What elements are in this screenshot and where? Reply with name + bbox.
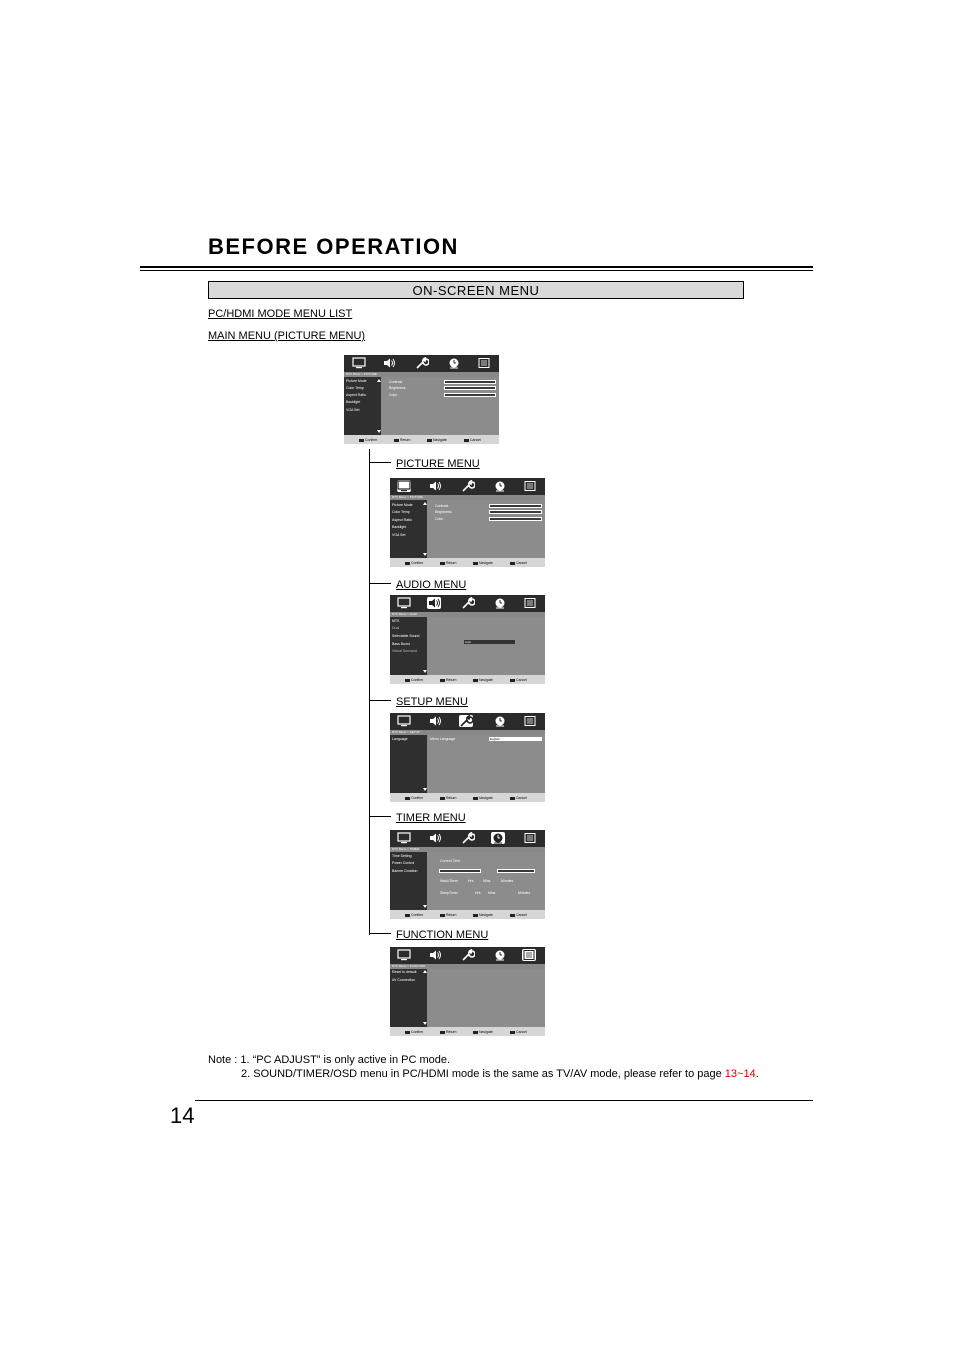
osd-footer (390, 1027, 545, 1036)
wrench-icon[interactable] (461, 597, 475, 609)
wake-timer-label: WakUTimer (440, 879, 459, 883)
cancel-hint: Cancel (510, 913, 527, 917)
osd-left-panel (390, 969, 427, 1027)
osd-right-panel (427, 969, 545, 1027)
return-hint: Return (440, 913, 457, 917)
osd-breadcrumb: DTV Menu > TIMER (390, 847, 545, 852)
clock-icon[interactable] (493, 949, 507, 961)
osd-main-picture (344, 355, 499, 444)
osd-left-panel (390, 500, 427, 558)
osd-breadcrumb: DTV Menu > Audio (390, 612, 545, 617)
color-slider[interactable] (489, 517, 542, 521)
osd-icon-bar (344, 355, 499, 372)
osd-breadcrumb: DTV Menu > SETUP (390, 730, 545, 735)
osd-footer (390, 910, 545, 919)
tv-icon[interactable] (397, 949, 411, 961)
menu-item[interactable]: Color Temp (346, 386, 364, 390)
clock-icon[interactable] (493, 715, 507, 727)
note-end: . (755, 1068, 759, 1080)
cancel-hint: Cancel (510, 561, 527, 565)
mins-label: Mins (483, 879, 491, 883)
menu-item[interactable]: Backlight (346, 400, 361, 404)
tree-branch (369, 933, 391, 934)
clock-icon[interactable] (493, 597, 507, 609)
menu-item[interactable]: Language (392, 737, 408, 741)
tree-connector (369, 449, 370, 935)
note-text: 2. SOUND/TIMER/OSD menu in PC/HDMI mode is the same as TV/AV mode, please refer to page (241, 1068, 725, 1080)
menu-item[interactable]: Dual (392, 626, 400, 630)
bass-boost-select[interactable]: Auto (464, 640, 515, 644)
menu-item[interactable]: Backlight (392, 525, 407, 529)
osd-breadcrumb: DTV Menu > PICTURE (344, 372, 499, 377)
navigate-hint: Navigate (473, 913, 493, 917)
audio-menu-label: AUDIO MENU (396, 579, 467, 591)
clock-icon[interactable] (447, 357, 461, 369)
wrench-icon[interactable] (459, 715, 473, 727)
speaker-icon[interactable] (428, 832, 442, 844)
setting-label: Color (435, 517, 444, 521)
minutes-label: Minutes (501, 879, 514, 883)
confirm-hint: Confirm (359, 438, 377, 442)
page-header-title: BEFORE OPERATION (208, 234, 459, 259)
setup-menu-label: SETUP MENU (396, 696, 468, 708)
confirm-hint: Confirm (405, 913, 423, 917)
osd-audio-menu (390, 595, 545, 684)
osd-icon-bar (390, 947, 545, 964)
hrs-label: Hrs (468, 879, 474, 883)
osd-icon-bar (390, 830, 545, 847)
tree-branch (369, 700, 391, 701)
menu-item[interactable]: Time Setting (392, 854, 412, 858)
cancel-hint: Cancel (510, 1030, 527, 1034)
osd-footer (390, 793, 545, 802)
tree-branch (369, 462, 391, 463)
menu-item[interactable]: Power Control (392, 861, 415, 865)
navigate-hint: Navigate (473, 561, 493, 565)
osd-right-panel (427, 852, 545, 910)
osd-left-panel (390, 735, 427, 793)
page-reference-link[interactable]: 13~14 (724, 1068, 756, 1080)
header-rule-thin (140, 270, 813, 271)
menu-item[interactable]: AV Connection (392, 978, 416, 982)
speaker-icon[interactable] (428, 715, 442, 727)
osd-timer-menu (390, 830, 545, 919)
function-menu-label: FUNCTION MENU (396, 929, 489, 941)
return-hint: Return (440, 561, 457, 565)
list-icon[interactable] (522, 949, 536, 961)
menu-item[interactable]: Virtual Surround (392, 649, 418, 653)
menu-item[interactable]: Aspect Ratio (346, 393, 366, 397)
osd-left-panel (344, 377, 381, 435)
osd-right-panel (427, 500, 545, 558)
contrast-slider[interactable] (444, 380, 496, 384)
setting-label: Contrast (435, 504, 449, 508)
return-hint: Return (394, 438, 411, 442)
osd-icon-bar (390, 478, 545, 495)
confirm-hint: Confirm (405, 561, 423, 565)
navigate-hint: Navigate (473, 796, 493, 800)
cancel-hint: Cancel (510, 678, 527, 682)
tv-icon[interactable] (397, 597, 411, 609)
navigate-hint: Navigate (473, 678, 493, 682)
tv-icon[interactable] (397, 480, 411, 492)
menu-language-select[interactable]: English (489, 737, 542, 741)
menu-item[interactable]: Picture Mode (392, 503, 413, 507)
note-line-1: Note : 1. “PC ADJUST” is only active in PC mode. (208, 1054, 451, 1066)
setting-label: Brightness (435, 510, 452, 514)
osd-right-panel (381, 377, 499, 435)
menu-item[interactable]: Reset to default (392, 970, 417, 974)
main-menu-title: MAIN MENU (PICTURE MENU) (208, 330, 366, 342)
speaker-icon[interactable] (382, 357, 396, 369)
confirm-hint: Confirm (405, 796, 423, 800)
time-field[interactable] (497, 869, 535, 873)
tree-branch (369, 816, 391, 817)
speaker-icon[interactable] (428, 949, 442, 961)
menu-item[interactable]: Selectable Sound (392, 634, 420, 638)
brightness-slider[interactable] (444, 386, 496, 390)
mins-label: Mins (488, 891, 496, 895)
menu-item[interactable]: Color Temp (392, 510, 410, 514)
cancel-hint: Cancel (464, 438, 481, 442)
list-icon[interactable] (523, 832, 537, 844)
menu-item[interactable]: Picture Mode (346, 379, 367, 383)
menu-item[interactable]: Banner Duration (392, 869, 418, 873)
menu-item[interactable]: Aspect Ratio (392, 518, 412, 522)
brightness-slider[interactable] (489, 510, 542, 514)
confirm-hint: Confirm (405, 1030, 423, 1034)
return-hint: Return (440, 796, 457, 800)
return-hint: Return (440, 678, 457, 682)
list-icon[interactable] (523, 480, 537, 492)
osd-icon-bar (390, 595, 545, 612)
tree-branch (369, 583, 391, 584)
navigate-hint: Navigate (427, 438, 447, 442)
sleep-timer-label: SleepTimer (440, 891, 458, 895)
menu-item[interactable]: VGA Set (346, 408, 360, 412)
tv-icon[interactable] (352, 357, 366, 369)
timer-menu-label: TIMER MENU (396, 812, 466, 824)
speaker-icon[interactable] (428, 480, 442, 492)
header-rule (140, 266, 813, 268)
menu-item[interactable]: Bass Boost (392, 642, 410, 646)
osd-breadcrumb: DTV Menu > FUNCTION (390, 964, 545, 969)
current-time-label: Current Time (440, 859, 461, 863)
navigate-hint: Navigate (473, 1030, 493, 1034)
osd-picture-menu (390, 478, 545, 567)
menu-item[interactable]: MTS (392, 619, 400, 623)
hrs-label: Hrs (475, 891, 481, 895)
footer-rule (195, 1100, 813, 1101)
osd-footer (390, 675, 545, 684)
clock-icon[interactable] (493, 480, 507, 492)
list-icon[interactable] (523, 715, 537, 727)
color-slider[interactable] (444, 393, 496, 397)
setting-label: Brightness (389, 386, 406, 390)
osd-setup-menu (390, 713, 545, 802)
clock-icon[interactable] (491, 832, 505, 844)
setting-label: Contrast (389, 380, 403, 384)
osd-icon-bar (390, 713, 545, 730)
list-title: PC/HDMI MODE MENU LIST (208, 308, 353, 320)
osd-left-panel (390, 852, 427, 910)
return-hint: Return (440, 1030, 457, 1034)
minutes-label: Minutes (518, 891, 531, 895)
setting-label: Color (389, 393, 398, 397)
picture-menu-label: PICTURE MENU (396, 458, 480, 470)
speaker-icon[interactable] (427, 597, 441, 609)
date-field[interactable] (439, 869, 481, 873)
osd-right-panel (427, 735, 545, 793)
osd-footer (344, 435, 499, 444)
contrast-slider[interactable] (489, 504, 542, 508)
list-icon[interactable] (477, 357, 491, 369)
confirm-hint: Confirm (405, 678, 423, 682)
cancel-hint: Cancel (510, 796, 527, 800)
osd-function-menu (390, 947, 545, 1036)
menu-item[interactable]: VGA Set (392, 533, 406, 537)
section-title: ON-SCREEN MENU (208, 281, 744, 299)
setting-label: Menu Language (430, 737, 456, 741)
tv-icon[interactable] (397, 715, 411, 727)
osd-footer (390, 558, 545, 567)
wrench-icon[interactable] (461, 480, 475, 492)
osd-breadcrumb: DTV Menu > PICTURE (390, 495, 545, 500)
osd-right-panel (427, 617, 545, 675)
page-number: 14 (170, 1103, 195, 1128)
wrench-icon[interactable] (461, 832, 475, 844)
tv-icon[interactable] (397, 832, 411, 844)
osd-left-panel (390, 617, 427, 675)
list-icon[interactable] (523, 597, 537, 609)
wrench-icon[interactable] (415, 357, 429, 369)
note-line-2 (241, 1068, 759, 1080)
wrench-icon[interactable] (461, 949, 475, 961)
